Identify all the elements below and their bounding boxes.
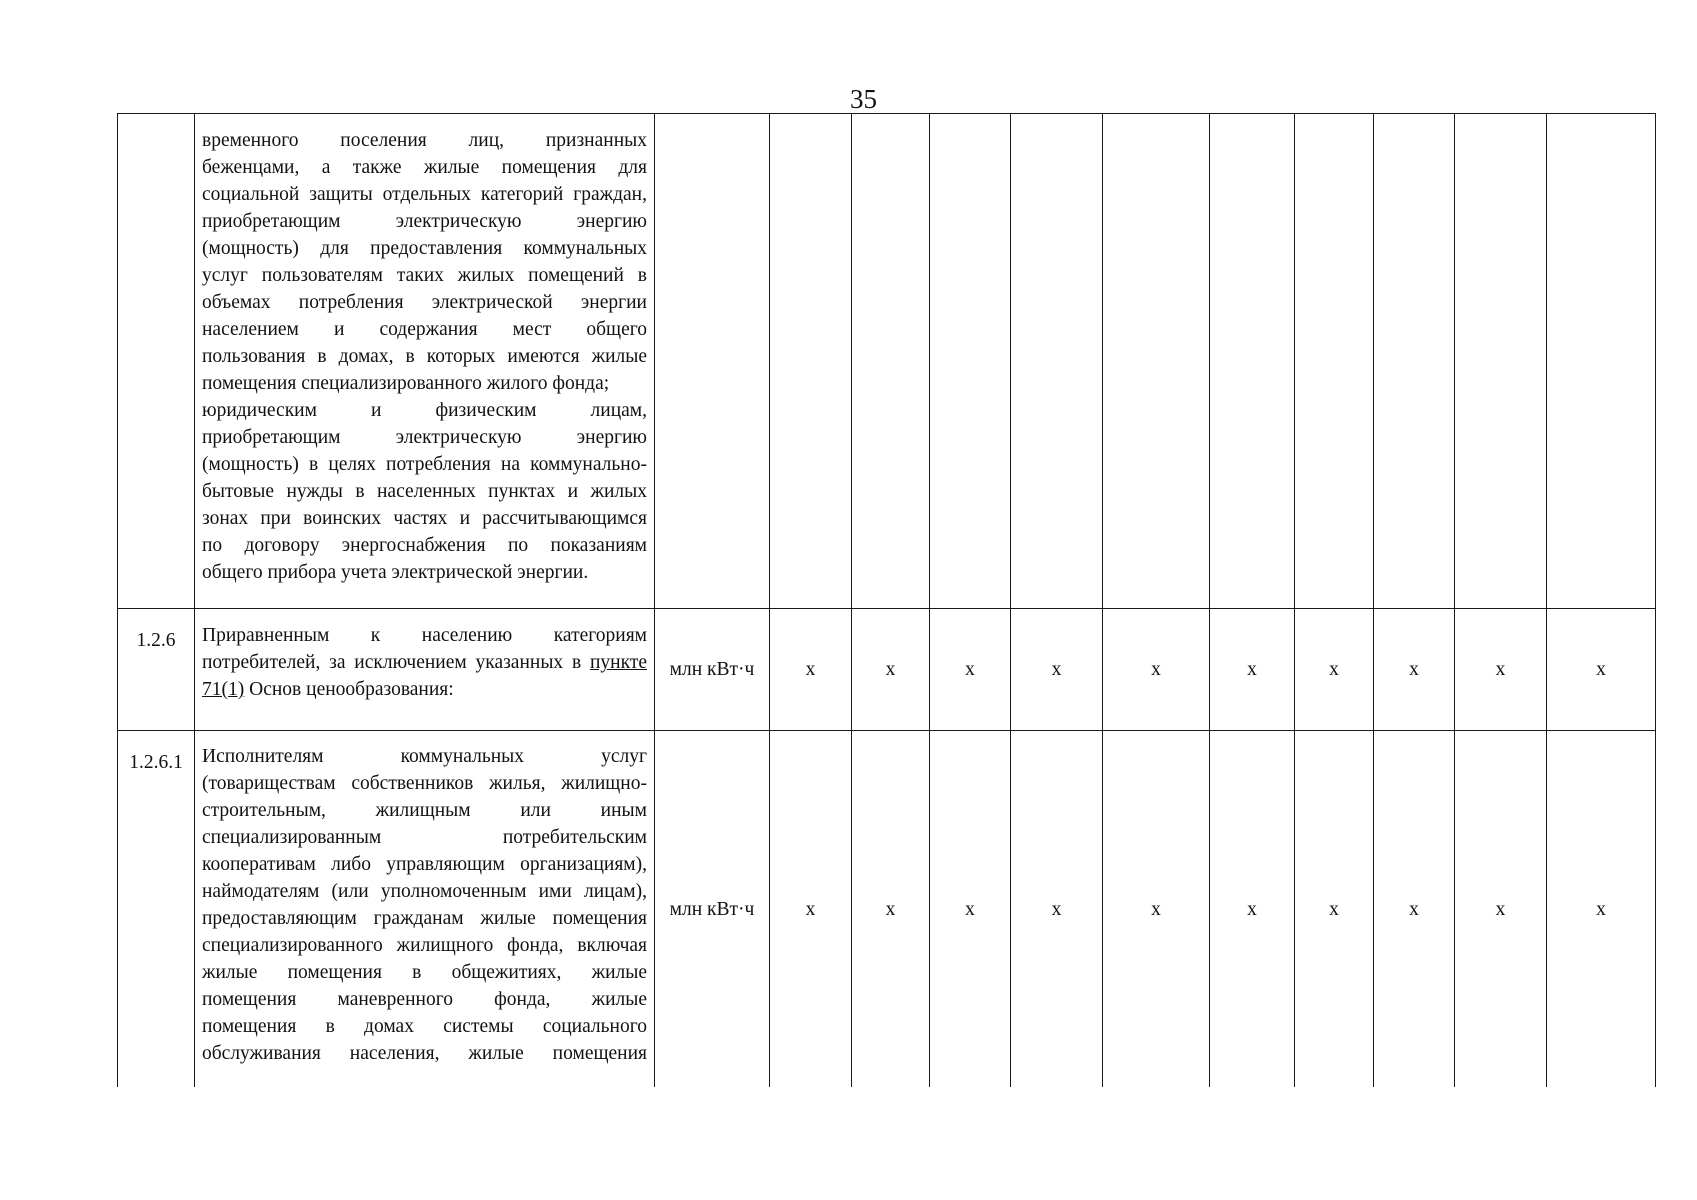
value-cell: х [1374, 731, 1455, 1088]
value-cell: х [1295, 609, 1374, 731]
description-line: услуг пользователям таких жилых помещений в [202, 265, 647, 286]
description-line: Исполнителям коммунальных услуг [202, 746, 647, 767]
description-line: предоставляющим гражданам жилые помещения [202, 908, 647, 929]
row-number [118, 114, 195, 609]
description-line: приобретающим электрическую энергию [202, 211, 647, 232]
description-line: Приравненным к населению категориям [202, 625, 647, 646]
description-text: потребителей, за исключением указанных в [202, 652, 590, 673]
value-cell: х [1455, 609, 1547, 731]
table-row [118, 609, 1656, 731]
law-reference-link[interactable]: пункте [589, 652, 647, 673]
law-reference-link[interactable]: 71(1) [202, 679, 245, 700]
value-cell: х [1210, 609, 1295, 731]
value-cell: х [1103, 731, 1210, 1088]
description-line: общего прибора учета электрической энергии. [202, 562, 589, 583]
description-text: Основ ценообразования: [244, 679, 454, 700]
value-cell [1103, 114, 1210, 609]
description-line: зонах при воинских частях и рассчитывающимся [202, 508, 647, 529]
description-line [202, 676, 647, 703]
description-line: (мощность) в целях потребления на коммунально- [202, 454, 647, 475]
page-number: 35 [850, 84, 877, 114]
description-line: кооперативам либо управляющим организациям), [202, 854, 647, 875]
description-line: специализированного жилищного фонда, включая [202, 935, 647, 956]
description-line: обслуживания населения, жилые помещения [202, 1043, 647, 1064]
description-line: юридическим и физическим лицам, [202, 400, 647, 421]
value-cell: х [1374, 609, 1455, 731]
row-description [195, 731, 655, 1088]
value-cell: х [770, 609, 852, 731]
value-cell [1210, 114, 1295, 609]
value-cell [1011, 114, 1103, 609]
value-cell: х [852, 731, 930, 1088]
description-line: приобретающим электрическую энергию [202, 427, 647, 448]
value-cell: х [1011, 731, 1103, 1088]
description-line: помещения в домах системы социального [202, 1016, 647, 1037]
row-number: 1.2.6 [118, 609, 195, 731]
value-cell: х [1295, 731, 1374, 1088]
unit-cell: млн кВт·ч [655, 731, 770, 1088]
value-cell [852, 114, 930, 609]
description-line: временного поселения лиц, признанных [202, 130, 647, 151]
value-cell [1455, 114, 1547, 609]
value-cell: х [1547, 609, 1656, 731]
value-cell [1547, 114, 1656, 609]
value-cell: х [930, 609, 1011, 731]
row-number: 1.2.6.1 [118, 731, 195, 1088]
table-row [118, 114, 1656, 609]
value-cell [770, 114, 852, 609]
value-cell: х [1547, 731, 1656, 1088]
description-line: социальной защиты отдельных категорий граждан, [202, 184, 647, 205]
description-line [202, 649, 647, 676]
description-line: жилые помещения в общежитиях, жилые [202, 962, 647, 983]
description-line: помещения специализированного жилого фонда; [202, 373, 610, 394]
value-cell: х [930, 731, 1011, 1088]
description-line: по договору энергоснабжения по показаниям [202, 535, 647, 556]
description-line: наймодателям (или уполномоченным ими лицам), [202, 881, 647, 902]
description-line: специализированным потребительским [202, 827, 647, 848]
value-cell [1295, 114, 1374, 609]
row-description [195, 609, 655, 731]
description-line: строительным, жилищным или иным [202, 800, 647, 821]
value-cell [930, 114, 1011, 609]
description-line: бытовые нужды в населенных пунктах и жилых [202, 481, 647, 502]
description-line: (мощность) для предоставления коммунальных [202, 238, 647, 259]
description-line: пользования в домах, в которых имеются жилые [202, 346, 647, 367]
value-cell: х [770, 731, 852, 1088]
value-cell: х [852, 609, 930, 731]
value-cell: х [1103, 609, 1210, 731]
description-line: (товариществам собственников жилья, жилищно- [202, 773, 647, 794]
value-cell: х [1455, 731, 1547, 1088]
value-cell: х [1210, 731, 1295, 1088]
description-line: помещения маневренного фонда, жилые [202, 989, 647, 1010]
description-line: населением и содержания мест общего [202, 319, 647, 340]
unit-cell: млн кВт·ч [655, 609, 770, 731]
value-cell: х [1011, 609, 1103, 731]
table-row [118, 731, 1656, 1088]
description-line: беженцами, а также жилые помещения для [202, 157, 647, 178]
value-cell [1374, 114, 1455, 609]
row-description [195, 114, 655, 609]
description-line: объемах потребления электрической энергии [202, 292, 647, 313]
unit-cell [655, 114, 770, 609]
tariff-table [117, 113, 1656, 1087]
